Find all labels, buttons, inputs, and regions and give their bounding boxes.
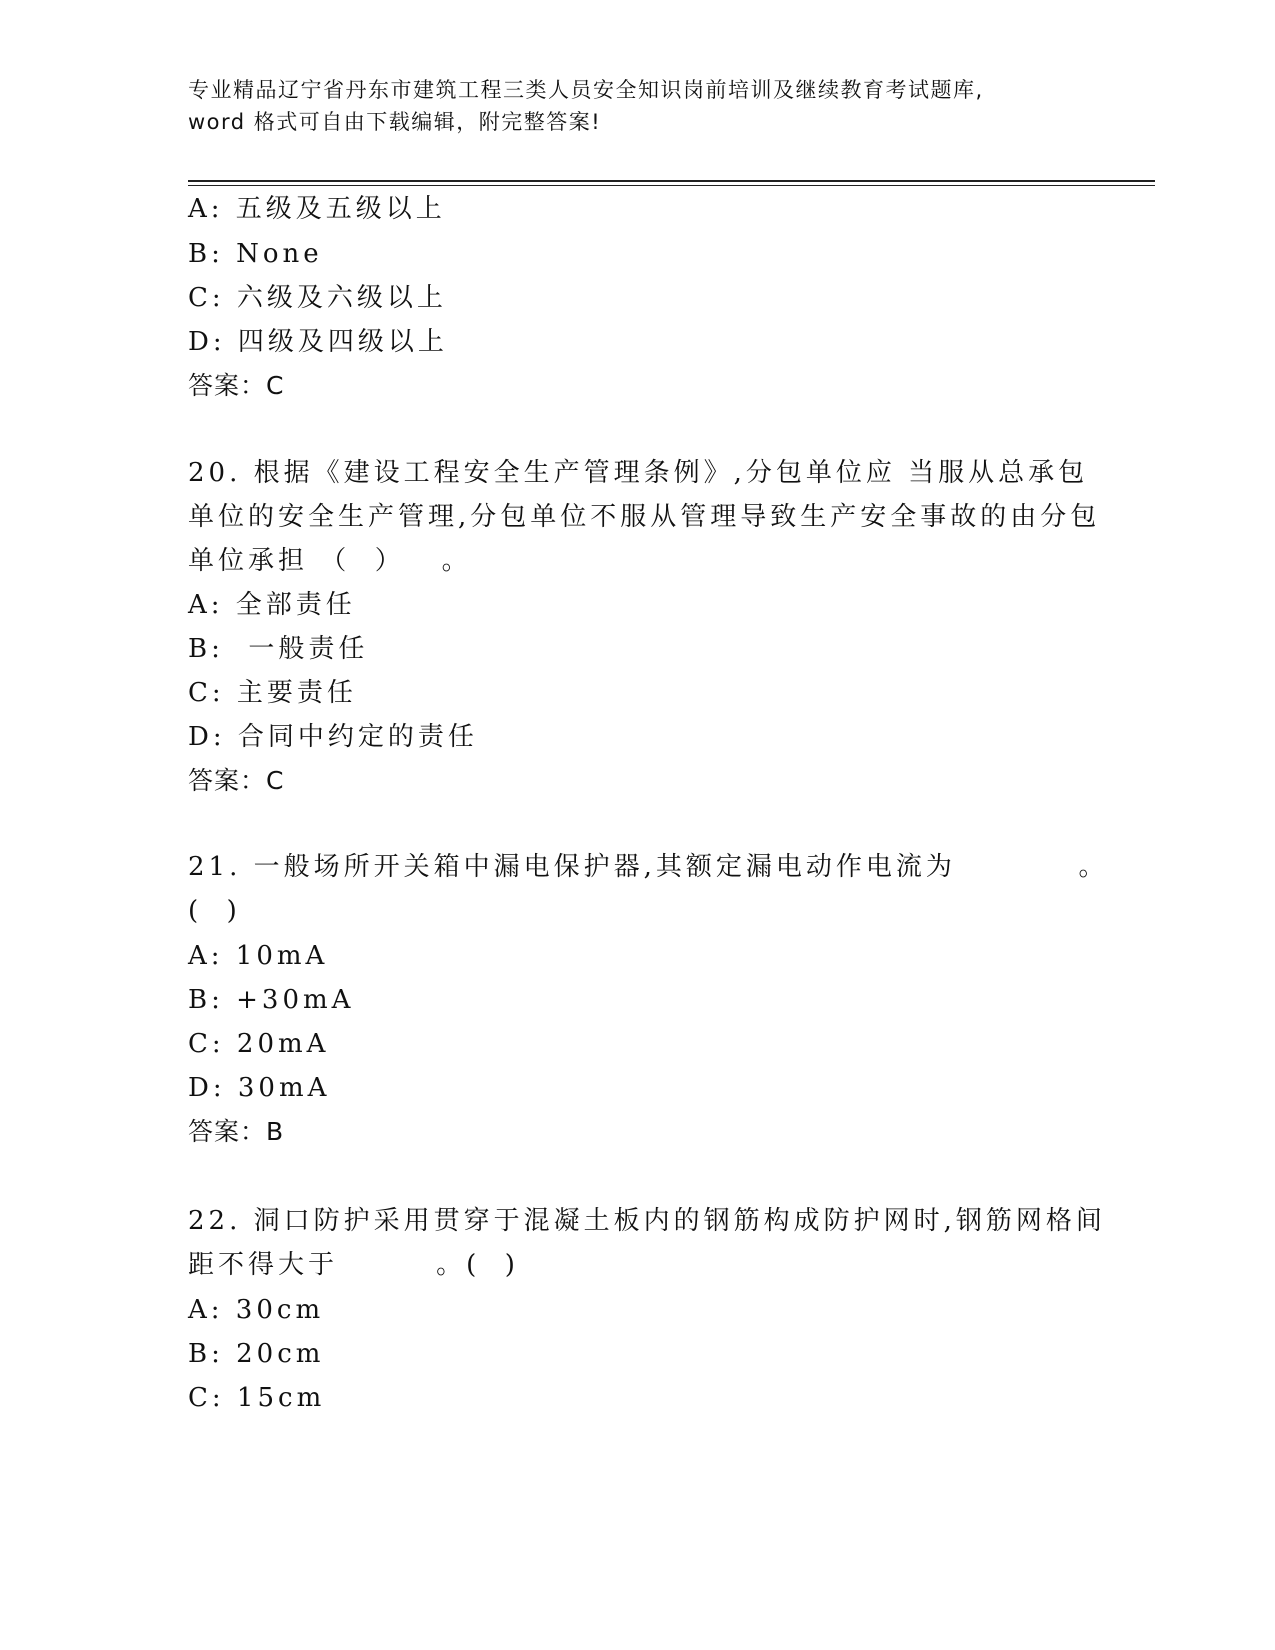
header-divider-thin (188, 185, 1155, 186)
q20-answer: 答案：C (188, 766, 285, 795)
q21-stem-line-2: ( ) (188, 896, 241, 926)
q19-answer: 答案：C (188, 371, 285, 400)
q22-stem-line-1: 22. 洞口防护采用贯穿于混凝土板内的钢筋构成防护网时,钢筋网格间 (188, 1206, 1106, 1236)
header-title-line-1: 专业精品辽宁省丹东市建筑工程三类人员安全知识岗前培训及继续教育考试题库, (188, 78, 984, 102)
q20-option-c: C: 主要责任 (188, 678, 357, 708)
q20-stem-line-2: 单位的安全生产管理,分包单位不服从管理导致生产安全事故的由分包 (188, 502, 1101, 532)
q20-option-a: A: 全部责任 (188, 590, 356, 620)
q21-option-c: C: 20mA (188, 1029, 330, 1059)
q19-option-c: C: 六级及六级以上 (188, 283, 447, 313)
q19-option-b: B: None (188, 239, 323, 269)
q21-option-b: B: +30mA (188, 985, 355, 1015)
q22-option-c: C: 15cm (188, 1383, 326, 1413)
header-title-line-2: word 格式可自由下载编辑，附完整答案! (188, 110, 602, 134)
q19-option-d: D: 四级及四级以上 (188, 327, 448, 357)
q21-answer: 答案：B (188, 1117, 285, 1146)
q20-option-d: D: 合同中约定的责任 (188, 722, 478, 752)
q21-option-d: D: 30mA (188, 1073, 331, 1103)
q22-option-b: B: 20cm (188, 1339, 325, 1369)
header-divider-thick (188, 180, 1155, 182)
q19-option-a: A: 五级及五级以上 (188, 194, 446, 224)
document-header (188, 74, 1088, 138)
q20-stem-line-1: 20. 根据《建设工程安全生产管理条例》,分包单位应 当服从总承包 (188, 458, 1089, 488)
q22-stem-line-2: 距不得大于 。( ) (188, 1250, 519, 1280)
q20-stem-line-3: 单位承担 （ ） 。 (188, 546, 472, 576)
q20-option-b: B: 一般责任 (188, 634, 369, 664)
q21-stem-line-1: 21. 一般场所开关箱中漏电保护器,其额定漏电动作电流为 。 (188, 852, 1109, 882)
q21-option-a: A: 10mA (188, 941, 329, 971)
q22-option-a: A: 30cm (188, 1295, 325, 1325)
